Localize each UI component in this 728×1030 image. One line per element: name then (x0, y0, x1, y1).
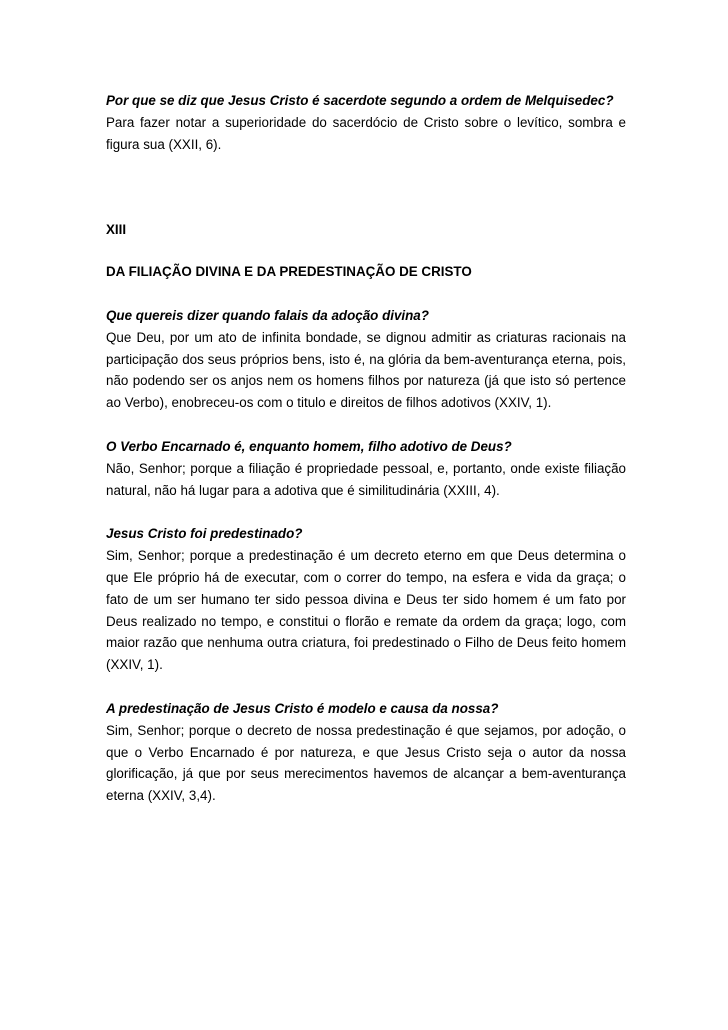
spacer (106, 501, 626, 523)
section-number: XIII (106, 222, 127, 238)
question-text: Jesus Cristo foi predestinado? (106, 526, 303, 542)
qa-block-predestinado (106, 523, 626, 676)
answer-text: Sim, Senhor; porque a predestinação é um decreto eterno em que Deus determina o que Ele próprio há de executar, com o correr do tempo, na esfera e vida da graça; o fato de um ser humano ter sido pessoa divina e Deus ter sido homem é um fato por Deus realizado no tempo, e constitui o florão e remate da ordem da graça; logo, com maior razão que nenhuma outra criatura, foi predestinado o Filho de Deus feito homem (XXIV, 1). (106, 548, 626, 673)
spacer (106, 414, 626, 436)
question-text: A predestinação de Jesus Cristo é modelo e causa da nossa? (106, 700, 499, 716)
question-text: O Verbo Encarnado é, enquanto homem, filho adotivo de Deus? (106, 438, 512, 454)
spacer (106, 676, 626, 698)
answer-text: Sim, Senhor; porque o decreto de nossa predestinação é que sejamos, por adoção, o que o Verbo Encarnado é por natureza, e que Jesus Cristo seja o autor da nossa glorificação, já que por seus merecimentos havemos de alcançar a bem-aventurança eterna (XXIV, 3,4). (106, 722, 626, 804)
qa-block-melquisedec (106, 90, 626, 155)
answer-text: Não, Senhor; porque a filiação é propriedade pessoal, e, portanto, onde existe filiação natural, não há lugar para a adotiva que é similitudinária (XXIII, 4). (106, 460, 626, 498)
section-title: DA FILIAÇÃO DIVINA E DA PREDESTINAÇÃO DE CRISTO (106, 264, 472, 280)
qa-block-modelo-causa (106, 698, 626, 807)
spacer (106, 241, 626, 261)
qa-block-adocao (106, 305, 626, 414)
answer-text: Que Deu, por um ato de infinita bondade, se dignou admitir as criaturas racionais na participação dos seus próprios bens, isto é, na glória da bem-aventurança eterna, pois, não podendo ser os anjos nem os homens filhos por natureza (já que isto só pertence ao Verbo), enobreceu-os com o titulo e direitos de filhos adotivos (XXIV, 1). (106, 329, 626, 411)
spacer (106, 199, 626, 219)
qa-block-verbo-encarnado (106, 436, 626, 501)
spacer (106, 155, 626, 199)
question-text: Que quereis dizer quando falais da adoção divina? (106, 307, 429, 323)
question-text: Por que se diz que Jesus Cristo é sacerdote segundo a ordem de Melquisedec? (106, 93, 614, 108)
document-page (106, 90, 626, 807)
answer-text: Para fazer notar a superioridade do sacerdócio de Cristo sobre o levítico, sombra e figura sua (XXII, 6). (106, 114, 626, 152)
spacer (106, 283, 626, 305)
